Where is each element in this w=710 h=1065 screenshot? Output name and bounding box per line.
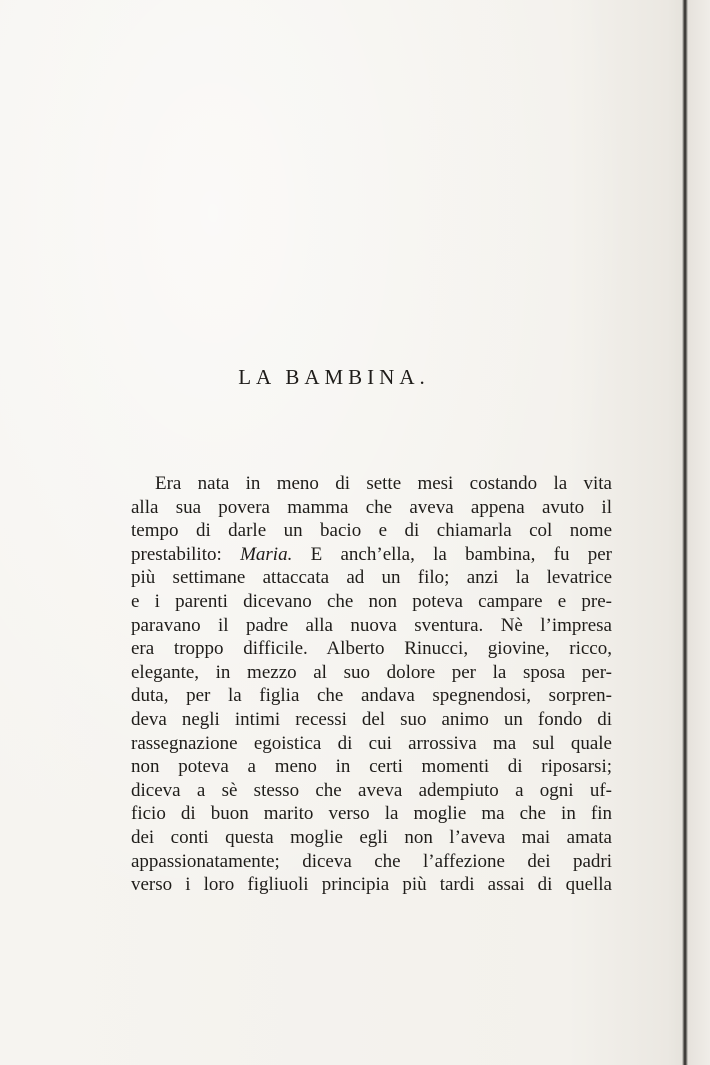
text-line: appassionatamente; diceva che l’affezione dei padri bbox=[131, 850, 612, 872]
chapter-title: LA BAMBINA. bbox=[238, 365, 430, 389]
text-line: ficio di buon marito verso la moglie ma che in fin bbox=[131, 803, 612, 825]
text-line: dei conti questa moglie egli non l’aveva mai amata bbox=[131, 826, 612, 848]
text-line: verso i loro figliuoli principia più tardi assai di quella bbox=[131, 874, 612, 896]
text-segment: prestabilito: bbox=[131, 543, 241, 565]
text-line: elegante, in mezzo al suo dolore per la sposa per- bbox=[131, 661, 612, 683]
text-line: tempo di darle un bacio e di chiamarla col nome bbox=[131, 520, 612, 542]
text-line: era troppo difficile. Alberto Rinucci, giovine, ricco, bbox=[131, 638, 612, 660]
text-line: diceva a sè stesso che aveva adempiuto a ogni uf- bbox=[131, 779, 612, 801]
text-line: rassegnazione egoistica di cui arrossiva ma sul quale bbox=[131, 732, 612, 754]
binding-edge bbox=[682, 0, 688, 1065]
text-line: Era nata in meno di sette mesi costando la vita bbox=[155, 473, 612, 494]
text-segment: E anch’ella, la bambina, fu per bbox=[292, 543, 612, 565]
text-line: duta, per la figlia che andava spegnendosi, sorpren- bbox=[131, 685, 612, 707]
text-line: alla sua povera mamma che aveva appena avuto il bbox=[131, 496, 612, 518]
character-name: Maria. bbox=[240, 543, 293, 565]
text-line: deva negli intimi recessi del suo animo un fondo di bbox=[131, 708, 612, 730]
text-line: paravano il padre alla nuova sventura. Nè l’impresa bbox=[131, 614, 612, 636]
binding-shadow bbox=[688, 0, 710, 1065]
body-paragraph bbox=[131, 472, 612, 897]
text-line: e i parenti dicevano che non poteva campare e pre- bbox=[131, 590, 612, 612]
text-line: più settimane attaccata ad un filo; anzi la levatrice bbox=[131, 567, 612, 589]
text-line bbox=[131, 543, 612, 567]
text-line: non poteva a meno in certi momenti di riposarsi; bbox=[131, 756, 612, 778]
